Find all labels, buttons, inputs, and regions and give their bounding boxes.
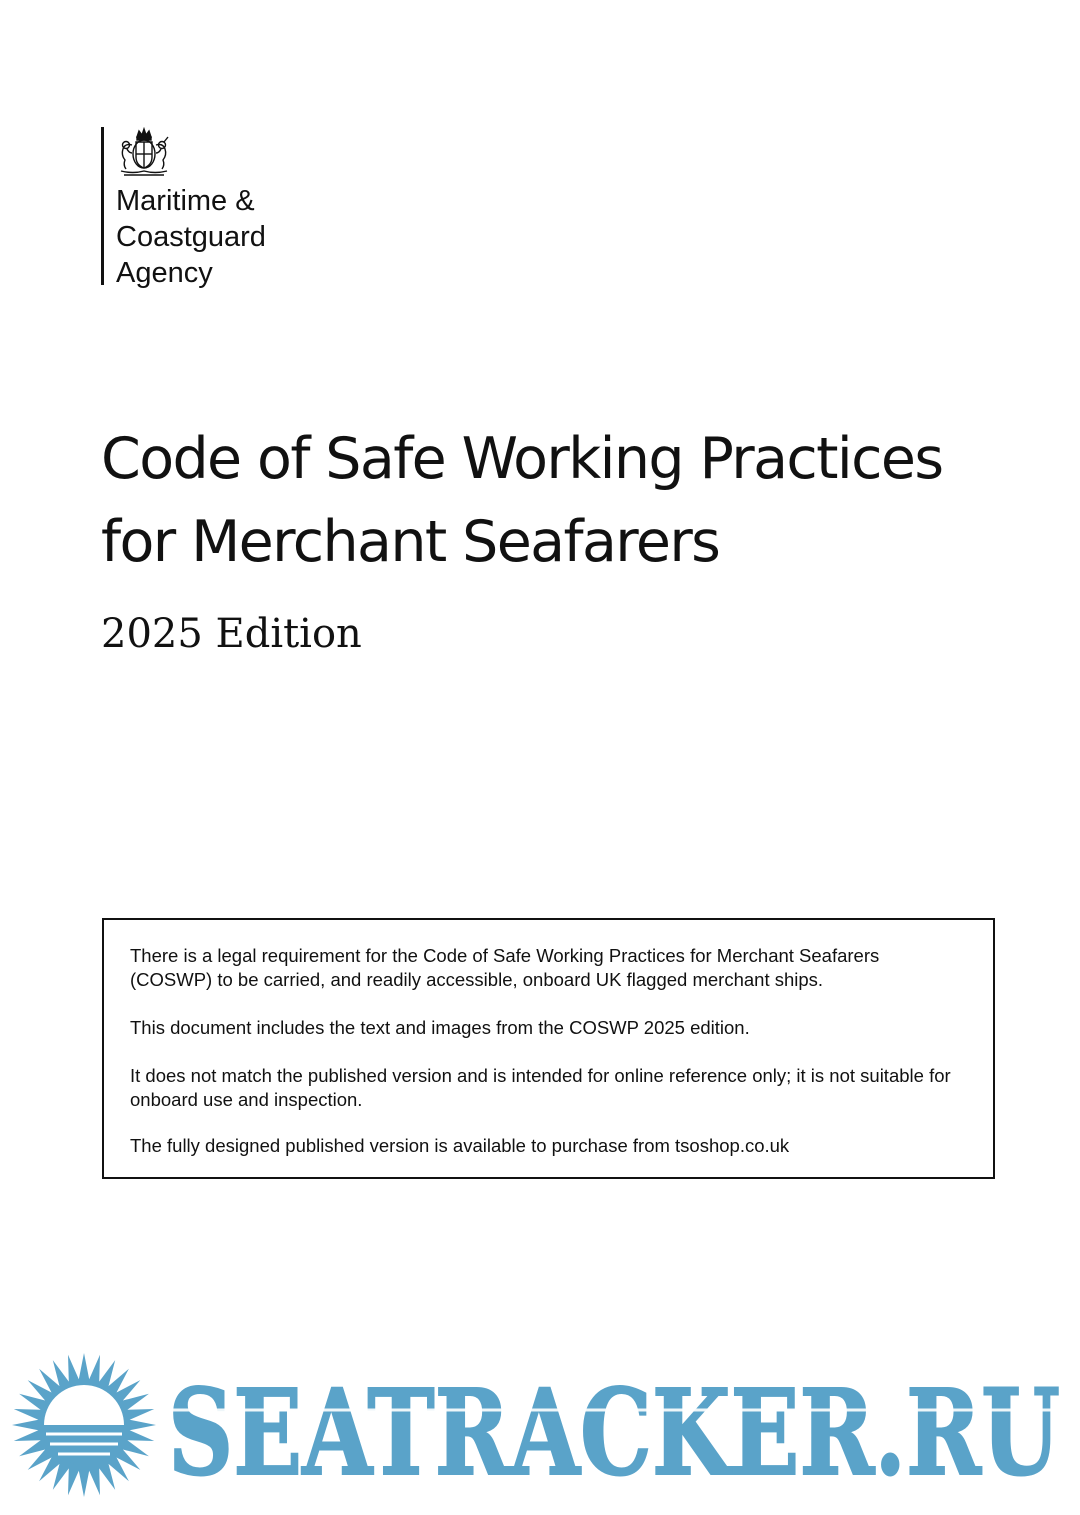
notice-paragraph: This document includes the text and images from the COSWP 2025 edition. [130,1017,750,1038]
sunburst-icon [12,1353,156,1497]
notice-paragraph: It does not match the published version and is intended for online reference only; it is not suitable for onboard use and inspection. [130,1065,951,1110]
agency-name [116,183,266,291]
edition-label: 2025 Edition [101,611,362,657]
notice-box [102,918,995,1179]
document-title [101,418,1041,584]
agency-name-line: Maritime & [116,185,255,217]
seatracker-watermark [0,1352,1080,1498]
logo-divider-rule [101,127,104,285]
agency-name-line: Coastguard [116,221,266,253]
agency-name-line: Agency [116,257,213,289]
document-title-line-1: Code of Safe Working Practices [101,426,943,492]
agency-logo [101,127,361,287]
royal-coat-of-arms-icon [115,127,173,177]
watermark-text: SEATRACKER.RU [168,1363,1060,1498]
notice-paragraph: The fully designed published version is available to purchase from tsoshop.co.uk [130,1135,790,1156]
notice-paragraph: There is a legal requirement for the Code of Safe Working Practices for Merchant Seafarers (COSWP) to be carried, and readily accessible, onboard UK flagged merchant ships. [130,945,880,990]
document-title-line-2: for Merchant Seafarers [101,509,720,575]
